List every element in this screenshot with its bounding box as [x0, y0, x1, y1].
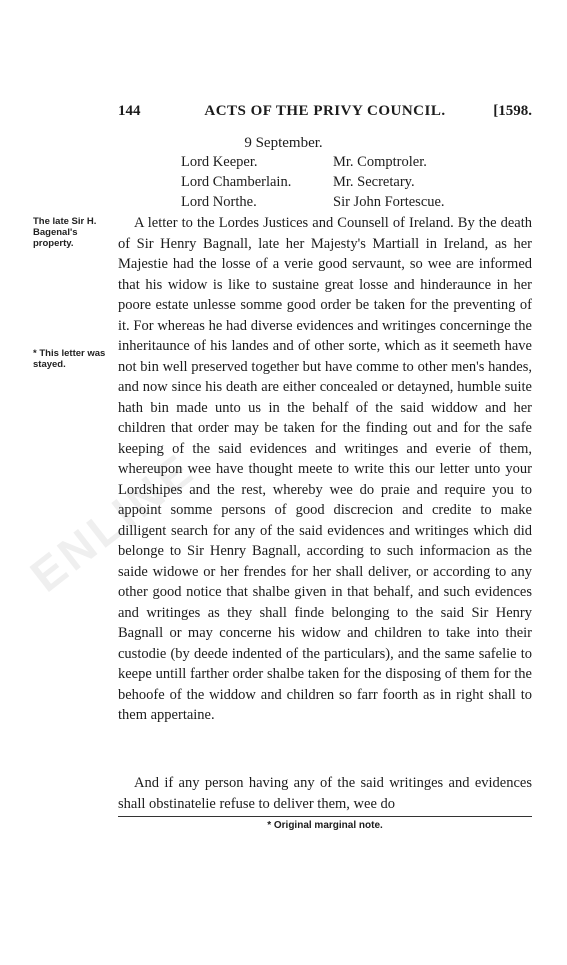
footnote-divider [118, 816, 532, 817]
body-paragraph: A letter to the Lordes Justices and Counsell of Ireland. By the death of Sir Henry Bagnall, late her Majesty's Martiall in Ireland, as her Majestie had the losse of a verie good servaunt, so wee are informed that his widow is like to sustaine great losse and hinderaunce in her poore estate unlesse somme good order be taken for the preventing of it. For whereas he had diverse evidences and writinges concerninge the inheritaunce of his landes and of other sorte, which as it seemeth have not bin well preserved together but have comme to other men's handes, and now since his death are either concealed or detayned, humble suite hath bin made unto us in the behalf of the said widdow and her children that order may be taken for the finding out and for the safe keeping of the said evidences and writinges and everie of them, whereupon wee have thought meete to write this our letter unto your Lordshipes and the rest, whereby wee do praie and require you to appoint somme persons of good discrecion and credite to make dilligent search for any of the said evidences and writinges which did belonge to Sir Henry Bagnall, according to such informacion as the saide widowe or her frendes for her shall deliver, or according to any other good notice that shalbe given in that behalf, and such evidences and writinges as they shall finde belonging to the said Sir Henry Bagnall or may concerne his widow and children to take into their custodie (by deede indented of the particulars), and the same safelie to keepe untill farther order shalbe taken for the disposing of them for the behoofe of the widdow and children so farr foorth as in right shall to them appertaine. [118, 215, 532, 723]
running-head [118, 103, 532, 125]
attendee-left-2: Lord Chamberlain. [181, 174, 292, 190]
marginal-note-stayed: * This letter was stayed. [33, 348, 106, 370]
attendee-right-2: Mr. Secretary. [333, 174, 415, 190]
attendee-left-1: Lord Keeper. [181, 154, 258, 170]
page-number: 144 [118, 103, 141, 119]
attendee-left-3: Lord Northe. [181, 194, 257, 210]
attendee-right-3: Sir John Fortescue. [333, 194, 445, 210]
running-title: ACTS OF THE PRIVY COUNCIL. [204, 103, 446, 119]
attendee-right-1: Mr. Comptroler. [333, 154, 427, 170]
footnote: * Original marginal note. [267, 820, 383, 831]
body-paragraph: And if any person having any of the said writinges and evidences shall obstinatelie refuse to deliver them, wee do [118, 775, 532, 812]
entry-date: 9 September. [244, 135, 323, 151]
running-year: [1598. [493, 103, 532, 119]
marginal-note-bagenal: The late Sir H. Bagenal's property. [33, 216, 97, 249]
watermark: ENLINE [20, 442, 205, 602]
